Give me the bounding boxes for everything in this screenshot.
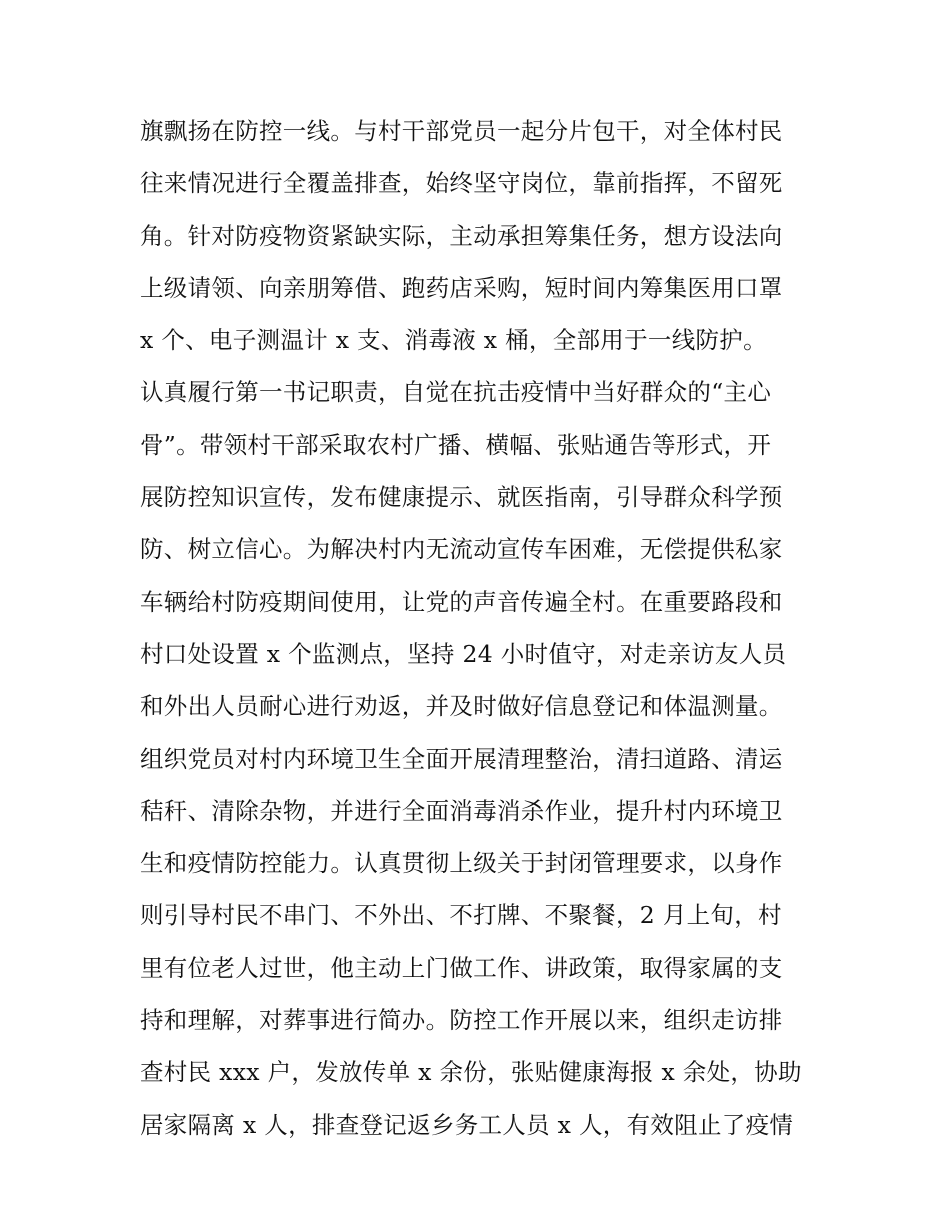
text-line: 居家隔离 x 人，排查登记返乡务工人员 x 人，有效阻止了疫情 (140, 1110, 794, 1139)
text-line: 则引导村民不串门、不外出、不打牌、不聚餐，2 月上旬，村 (140, 901, 782, 930)
text-line: 秸秆、清除杂物，并进行全面消毒消杀作业，提升村内环境卫 (140, 796, 783, 825)
text-line: 里有位老人过世，他主动上门做工作、讲政策，取得家属的支 (140, 953, 783, 982)
text-line: 组织党员对村内环境卫生全面开展清理整治，清扫道路、清运 (140, 744, 783, 773)
text-line: 展防控知识宣传，发布健康提示、就医指南，引导群众科学预 (140, 483, 783, 512)
text-line: 生和疫情防控能力。认真贯彻上级关于封闭管理要求，以身作 (140, 849, 783, 878)
text-line: 旗飘扬在防控一线。与村干部党员一起分片包干，对全体村民 (140, 117, 783, 145)
text-line: x 个、电子测温计 x 支、消毒液 x 桶，全部用于一线防护。 (140, 326, 767, 355)
text-line: 村口处设置 x 个监测点，坚持 24 小时值守，对走亲访友人员 (140, 639, 787, 668)
text-line: 持和理解，对葬事进行简办。防控工作开展以来，组织走访排 (140, 1006, 783, 1035)
text-line: 防、树立信心。为解决村内无流动宣传车困难，无偿提供私家 (140, 535, 783, 564)
text-line: 骨”。带领村干部采取农村广播、横幅、张贴通告等形式，开 (140, 430, 772, 459)
text-line: 角。针对防疫物资紧缺实际，主动承担筹集任务，想方设法向 (140, 221, 783, 250)
body-text (140, 105, 820, 1151)
text-line: 查村民 xxx 户，发放传单 x 余份，张贴健康海报 x 余处，协助 (140, 1058, 802, 1087)
text-line: 认真履行第一书记职责，自觉在抗击疫情中当好群众的“主心 (140, 378, 772, 407)
text-line: 上级请领、向亲朋筹借、跑药店采购，短时间内筹集医用口罩 (140, 273, 783, 302)
text-line: 往来情况进行全覆盖排查，始终坚守岗位，靠前指挥，不留死 (140, 169, 783, 198)
text-line: 车辆给村防疫期间使用，让党的声音传遍全村。在重要路段和 (140, 587, 783, 616)
text-line: 和外出人员耐心进行劝返，并及时做好信息登记和体温测量。 (140, 692, 783, 721)
